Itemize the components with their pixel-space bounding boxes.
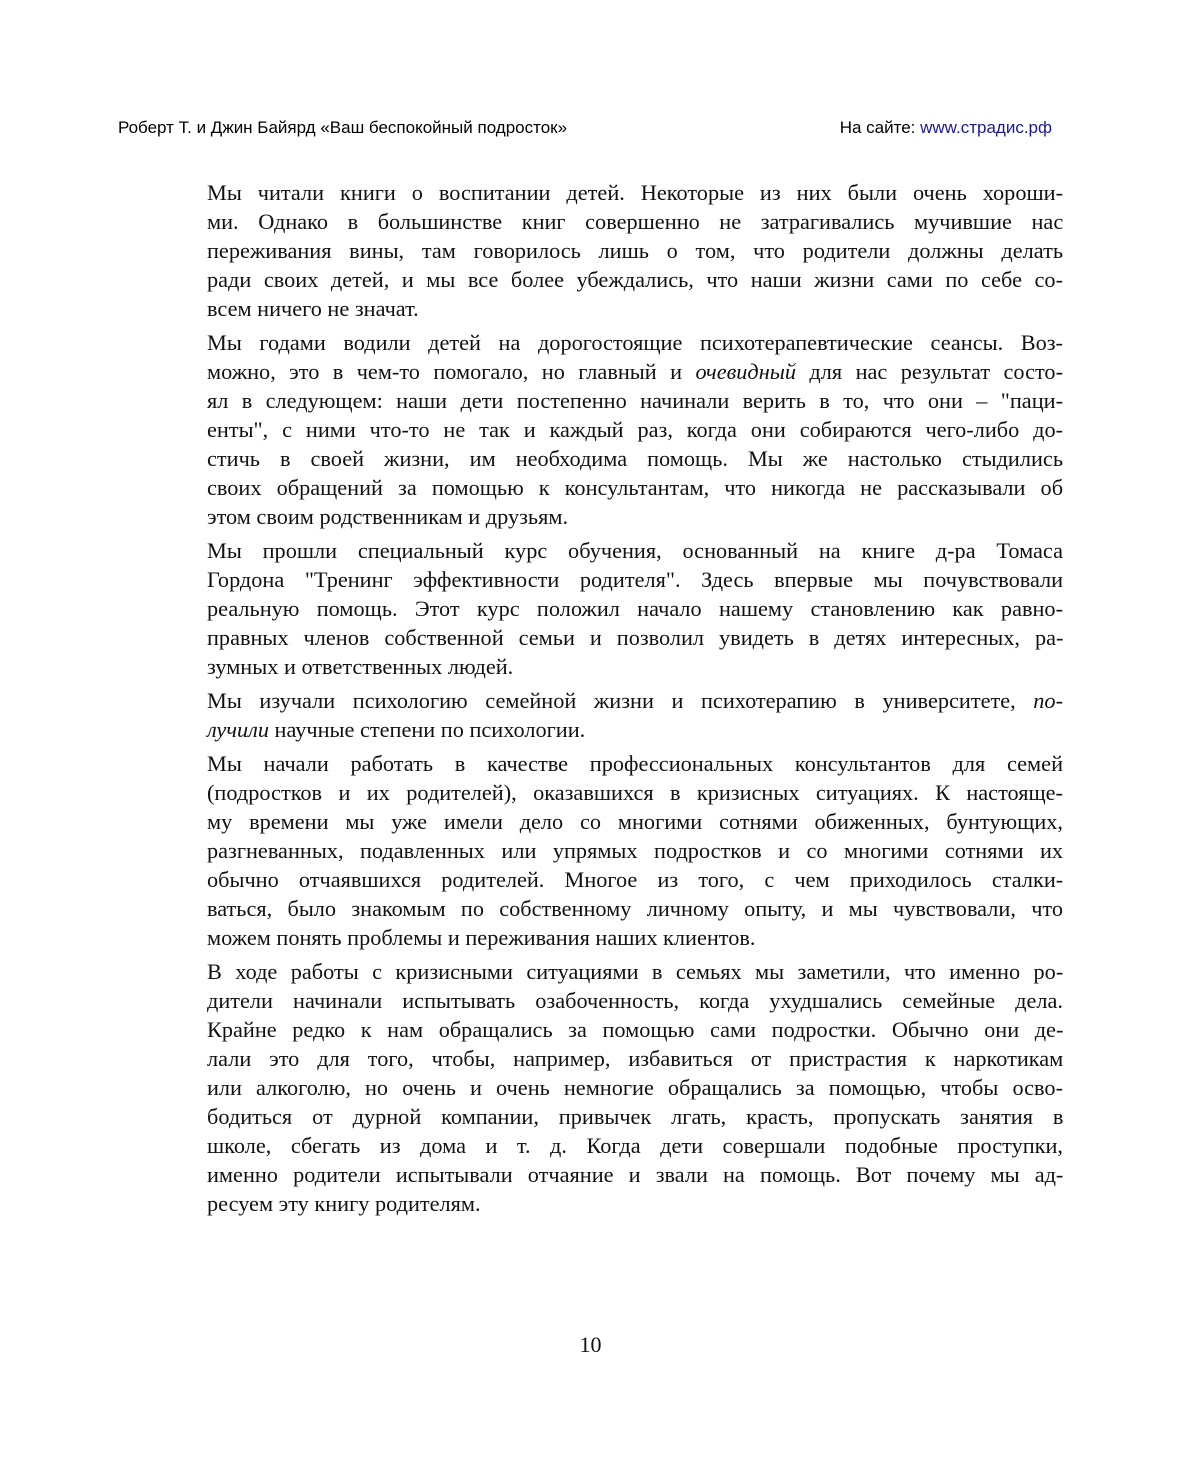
- page-number: 10: [579, 1332, 602, 1357]
- text-line: [207, 686, 1063, 715]
- text-line: [207, 1073, 1063, 1102]
- text-line: [207, 565, 1063, 594]
- text-line: [207, 294, 1063, 323]
- text-segment: ваться, было знакомым по собственному личному опыту, и мы чувствовали, что: [207, 896, 1063, 921]
- text-segment: научные степени по психологии.: [268, 717, 586, 742]
- text-segment: бодиться от дурной компании, привычек лгать, красть, пропускать занятия в: [207, 1104, 1064, 1129]
- text-segment: Мы начали работать в качестве профессиональных консультантов для семей: [207, 751, 1063, 776]
- text-segment: стичь в своей жизни, им необходима помощь. Мы же настолько стыдились: [207, 446, 1063, 471]
- body-text: [207, 178, 1063, 1223]
- text-segment: ял в следующем: наши дети постепенно начинали верить в то, что они – "паци-: [207, 388, 1063, 413]
- text-line: [207, 236, 1063, 265]
- text-line: [207, 986, 1063, 1015]
- running-header: [118, 118, 1052, 138]
- paragraph: [207, 536, 1063, 681]
- text-segment: енты", с ними что-то не так и каждый раз, когда они собираются чего-либо до-: [207, 417, 1064, 442]
- paragraph: [207, 957, 1063, 1218]
- paragraph: [207, 686, 1063, 744]
- text-segment: всем ничего не значат.: [207, 296, 419, 321]
- text-segment: му времени мы уже имели дело со многими сотнями обиженных, бунтующих,: [207, 809, 1063, 834]
- paragraph: [207, 328, 1063, 531]
- text-segment: своих обращений за помощью к консультантам, что никогда не рассказывали об: [207, 475, 1064, 500]
- text-segment: для нас результат состо-: [796, 359, 1064, 384]
- text-segment: можем понять проблемы и переживания наших клиентов.: [207, 925, 756, 950]
- text-segment: Крайне редко к нам обращались за помощью сами подростки. Обычно они де-: [207, 1017, 1064, 1042]
- text-segment: Мы годами водили детей на дорогостоящие психотерапевтические сеансы. Воз-: [207, 330, 1063, 355]
- text-line: [207, 444, 1063, 473]
- text-segment: этом своим родственникам и друзьям.: [207, 504, 569, 529]
- text-line: [207, 1160, 1063, 1189]
- italic-text: лучили: [207, 717, 269, 742]
- text-line: [207, 178, 1063, 207]
- header-book-title: Роберт Т. и Джин Байярд «Ваш беспокойный подросток»: [118, 118, 568, 137]
- text-line: [207, 1102, 1063, 1131]
- text-segment: ресуем эту книгу родителям.: [207, 1191, 481, 1216]
- text-line: [207, 623, 1063, 652]
- text-segment: реальную помощь. Этот курс положил начало нашему становлению как равно-: [207, 596, 1063, 621]
- text-segment: лали это для того, чтобы, например, избавиться от пристрастия к наркотикам: [207, 1046, 1064, 1071]
- text-line: [207, 1189, 1063, 1218]
- text-line: [207, 357, 1063, 386]
- italic-text: по-: [1033, 688, 1063, 713]
- text-line: [207, 328, 1063, 357]
- text-line: [207, 386, 1063, 415]
- text-segment: правных членов собственной семьи и позволил увидеть в детях интересных, ра-: [207, 625, 1064, 650]
- text-segment: Мы изучали психологию семейной жизни и психотерапию в университете,: [207, 688, 1034, 713]
- text-line: [207, 923, 1063, 952]
- italic-text: очевидный: [695, 359, 797, 384]
- text-line: [207, 836, 1063, 865]
- text-line: [207, 415, 1063, 444]
- text-segment: переживания вины, там говорилось лишь о том, что родители должны делать: [207, 238, 1063, 263]
- text-line: [207, 957, 1063, 986]
- text-line: [207, 807, 1063, 836]
- text-segment: В ходе работы с кризисными ситуациями в семьях мы заметили, что именно ро-: [207, 959, 1064, 984]
- text-line: [207, 1044, 1063, 1073]
- text-line: [207, 207, 1063, 236]
- text-segment: дители начинали испытывать озабоченность, когда ухудшались семейные дела.: [207, 988, 1063, 1013]
- text-line: [207, 473, 1063, 502]
- paragraph: [207, 749, 1063, 952]
- text-line: [207, 502, 1063, 531]
- text-line: [207, 265, 1063, 294]
- text-segment: Мы прошли специальный курс обучения, основанный на книге д-ра Томаса: [207, 538, 1063, 563]
- text-line: [207, 1015, 1063, 1044]
- text-line: [207, 894, 1063, 923]
- text-line: [207, 652, 1063, 681]
- text-line: [207, 715, 1063, 744]
- text-segment: (подростков и их родителей), оказавшихся в кризисных ситуациях. К настояще-: [207, 780, 1063, 805]
- text-line: [207, 865, 1063, 894]
- header-site-label: На сайте:: [839, 118, 921, 137]
- text-line: [207, 1131, 1063, 1160]
- paragraph: [207, 178, 1063, 323]
- text-segment: или алкоголю, но очень и очень немногие обращались за помощью, чтобы осво-: [207, 1075, 1063, 1100]
- text-segment: можно, это в чем-то помогало, но главный и: [207, 359, 696, 384]
- text-line: [207, 749, 1063, 778]
- header-site: [840, 118, 1052, 138]
- text-segment: ми. Однако в большинстве книг совершенно не затрагивались мучившие нас: [207, 209, 1064, 234]
- text-line: [207, 778, 1063, 807]
- text-segment: зумных и ответственных людей.: [207, 654, 514, 679]
- text-segment: разгневанных, подавленных или упрямых подростков и со многими сотнями их: [207, 838, 1064, 863]
- text-segment: Мы читали книги о воспитании детей. Некоторые из них были очень хороши-: [207, 180, 1063, 205]
- text-line: [207, 536, 1063, 565]
- text-segment: школе, сбегать из дома и т. д. Когда дети совершали подобные проступки,: [207, 1133, 1063, 1158]
- text-segment: ради своих детей, и мы все более убеждались, что наши жизни сами по себе со-: [207, 267, 1063, 292]
- text-segment: Гордона "Тренинг эффективности родителя". Здесь впервые мы почувствовали: [207, 567, 1064, 592]
- text-line: [207, 594, 1063, 623]
- text-segment: именно родители испытывали отчаяние и звали на помощь. Вот почему мы ад-: [207, 1162, 1064, 1187]
- text-segment: обычно отчаявшихся родителей. Многое из того, с чем приходилось сталки-: [207, 867, 1064, 892]
- site-link[interactable]: www.страдис.рф: [920, 118, 1052, 137]
